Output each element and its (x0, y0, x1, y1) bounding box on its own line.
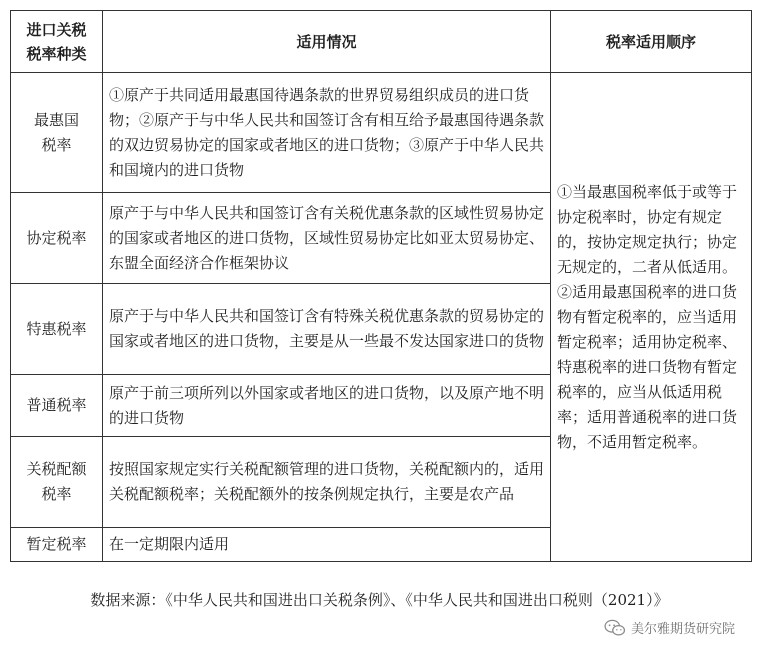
tariff-table (10, 10, 752, 562)
type-cell: 关税配额税率 (11, 437, 103, 528)
header-type: 进口关税税率种类 (11, 11, 103, 73)
watermark (604, 618, 735, 637)
usage-cell: 在一定期限内适用 (103, 528, 551, 562)
type-cell: 最惠国税率 (11, 73, 103, 193)
usage-cell: 原产于与中华人民共和国签订含有关税优惠条款的区域性贸易协定的国家或者地区的进口货物，区域性贸易协定比如亚太贸易协定、东盟全面经济合作框架协议 (103, 193, 551, 284)
header-order: 税率适用顺序 (551, 11, 752, 73)
type-cell: 普通税率 (11, 375, 103, 437)
usage-cell: 原产于前三项所列以外国家或者地区的进口货物，以及原产地不明的进口货物 (103, 375, 551, 437)
usage-cell: 按照国家规定实行关税配额管理的进口货物，关税配额内的，适用关税配额税率；关税配额外的按条例规定执行，主要是农产品 (103, 437, 551, 528)
usage-cell: 原产于与中华人民共和国签订含有特殊关税优惠条款的贸易协定的国家或者地区的进口货物，主要是从一些最不发达国家进口的货物 (103, 284, 551, 375)
usage-cell: ①原产于共同适用最惠国待遇条款的世界贸易组织成员的进口货物；②原产于与中华人民共和国签订含有相互给予最惠国待遇条款的双边贸易协定的国家或者地区的进口货物；③原产于中华人民共和国境内的进口货物 (103, 73, 551, 193)
type-cell: 暂定税率 (11, 528, 103, 562)
wechat-icon (604, 619, 626, 637)
table-header-row (11, 11, 752, 73)
type-cell: 协定税率 (11, 193, 103, 284)
watermark-text: 美尔雅期货研究院 (630, 622, 735, 637)
header-usage: 适用情况 (103, 11, 551, 73)
table-row (11, 73, 752, 193)
order-cell: ①当最惠国税率低于或等于协定税率时，协定有规定的，按协定规定执行；协定无规定的，二者从低适用。②适用最惠国税率的进口货物有暂定税率的，应当适用暂定税率；适用协定税率、特惠税率的进口货物有暂定税率的，应当从低适用税率；适用普通税率的进口货物，不适用暂定税率。 (551, 73, 752, 562)
source-note: 数据来源：《中华人民共和国进出口关税条例》、《中华人民共和国进出口税则（2021）》 (90, 591, 669, 609)
type-cell: 特惠税率 (11, 284, 103, 375)
